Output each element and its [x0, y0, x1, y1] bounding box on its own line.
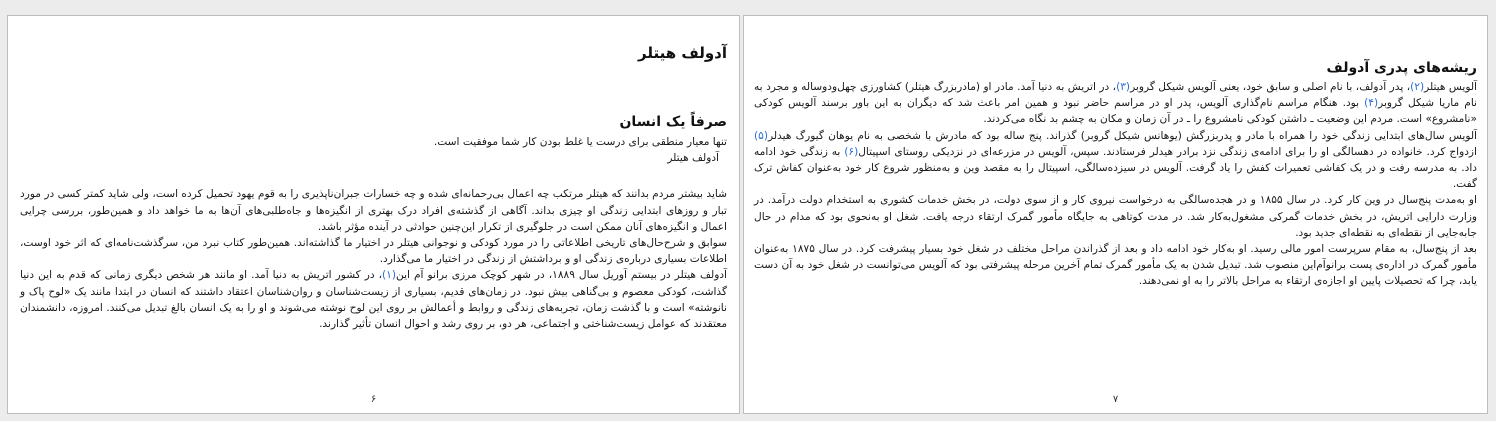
footnote-link[interactable]: (۶): [844, 145, 859, 158]
paragraph-text: آلویس سال‌های ابتدایی زندگی خود را همراه با مادر و پدربزرگش (یوهانس شیکل گروبر) گذراند. پنج ساله بود که مادرش با شخصی به نام یوهان گیورگ هیدلر: [767, 129, 1477, 142]
paragraph-text: به زندگی خود ادامه داد. به مدرسه رفت و در یک کفاشی تعمیرات کفش را یاد گرفت. آلویس در سیزده‌سالگی، اسپیتال را به مقصد وین و به‌منظور شروع کار خود به‌عنوان کفاش ترک گفت.: [754, 145, 1477, 191]
paragraph-text: آدولف هیتلر در بیستم آوریل سال ۱۸۸۹، در شهر کوچک مرزی برانو آم این: [396, 269, 727, 282]
footnote-link[interactable]: (۵): [754, 129, 768, 142]
footnote-link[interactable]: (۴): [1364, 97, 1379, 110]
paragraph-text: بود. هنگام مراسم نام‌گذاری آلویس، پدر او در مراسم حاضر نبود و همین امر باعث شد که دیگران به این باور برسند آلویس کودکی «نامشروع» است. مردم این وضعیت ـ داشتن کودکی نامشروع را ـ در آن زمان و مکان به چشم بد نگاه می‌کردند.: [754, 97, 1477, 126]
page-7-body: [754, 60, 1477, 290]
document-page-7: [743, 15, 1488, 414]
paragraph-text: ، پدر آدولف، با نام اصلی و سابق خود، یعنی آلویس شیکل گروبر: [1130, 81, 1411, 93]
chapter-title: آدولف هیتلر: [638, 44, 727, 62]
paragraph: [754, 128, 1477, 193]
page-number: ۷: [1112, 394, 1119, 405]
epigraph-quote: تنها معیار منطقی برای درست یا غلط بودن کار شما موفقیت است.: [433, 136, 727, 148]
paragraph: [20, 267, 727, 332]
section-title: صرفاً یک انسان: [619, 114, 727, 130]
paragraph-text: ، در اتریش به دنیا آمد. مادر او (مادربزرگ هیتلر) کشاورزی چهل‌ودوساله و مجرد به نام ماریا شیکل گروبر: [754, 81, 1477, 110]
footnote-link[interactable]: (۱): [382, 269, 397, 282]
document-page-6: [7, 15, 740, 414]
paragraph-text: ، در کشور اتریش به دنیا آمد. او مانند هر شخص دیگری زمانی که قدم به این دنیا گذاشت، کودکی معصوم و بی‌گناهی بیش نبود. در زمان‌های قدیم، بسیاری از زیست‌شناسان و روان‌شناسان اعتقاد داشتند که انسان در ابتدا مانند یک «لوح پاک و نانوشته» است و با گذشت زمان، تجربه‌های زندگی و روابط و أعمالش بر روی این لوح نوشته می‌شوند و او را به یک انسان بالغ تبدیل می‌کنند. امروزه، دانشمندان معتقدند که عوامل زیست‌شناختی و اجتماعی، هر دو، بر روی رشد و احوال انسان تأثیر گذارند.: [20, 269, 727, 331]
footnote-link[interactable]: (۲): [1410, 81, 1425, 93]
paragraph: او به‌مدت پنج‌سال در وین کار کرد. در سال ۱۸۵۵ و در هجده‌سالگی به درخواست نیروی کار و از سوی دولت، در بخش خدمات کشوری به استخدام دولت درآمد. در وزارت دارایی اتریش، در بخش خدمات گمرکی مشغول‌به‌کار شد. در مدت کوتاهی به جایگاه مأمور گمرک ارتقاء درجه یافت. شغل او به‌نحوی بود که مدام در حال جابه‌جایی از نقطه‌ای به نقطه‌ای جدید بود.: [754, 194, 1477, 239]
paragraph: شاید بیشتر مردم بدانند که هیتلر مرتکب چه اعمال بی‌رحمانه‌ای شده و چه خسارات جبران‌ناپذیری را به قوم یهود تحمیل کرده است، ولی شاید کمتر کسی در مورد تبار و روزهای ابتدایی زندگی او چیزی بداند. آگاهی از گذشته‌ی افراد درک بهتری از انگیزه‌ها و جاه‌طلبی‌های آن‌ها به ما خواهد داد و همین‌طور، بررسی چرایی اعمال و انگیزه‌های آنان ممکن است در جلوگیری از تکرار این‌چنین حوادثی در آینده مؤثر باشد.: [20, 188, 727, 233]
epigraph-author: آدولف هیتلر: [667, 152, 719, 165]
section-title: ریشه‌های پدری آدولف: [1326, 60, 1477, 76]
page-number: ۶: [370, 394, 377, 405]
paragraph: بعد از پنج‌سال، به مقام سرپرست امور مالی رسید. او به‌کار خود ادامه داد و بعد از گذراندن مراحل مختلف در شغل خود بسیار پیشرفت کرد. در سال ۱۸۷۵ به‌عنوان مأمور گمرک در اداره‌ی پست برانوآم‌این منصوب شد. تبدیل شدن به یک مأمور گمرک تمام آخرین مرحله پیشرفتی بود که آلویس می‌توانست در شغل خود به آن دست یابد، چرا که تحصیلات پایین او اجازه‌ی ارتقاء به مراحل بالاتر را به او نمی‌دهند.: [754, 243, 1477, 288]
paragraph-text: ازدواج کرد. خانواده در دهسالگی او را برای ادامه‌ی زندگی نزد برادر هیدلر فرستادند. سپس، آلویس در مزرعه‌ای در نزدیکی روستای اسپیتال: [858, 145, 1477, 158]
paragraph: سوابق و شرح‌حال‌های تاریخی اطلاعاتی را در مورد کودکی و نوجوانی هیتلر در اختیار ما گذاشته‌اند. همین‌طور کتاب نبرد من، سرگذشت‌نامه‌ای که اثر خود اوست، اطلاعات بسیاری درباره‌ی زندگی او و برداشتش از زندگی در اختیار ما می‌گذارد.: [20, 237, 727, 266]
paragraph: [754, 79, 1477, 128]
page-6-body: [20, 114, 727, 332]
paragraph-text: آلویس هیتلر: [1424, 81, 1478, 93]
footnote-link[interactable]: (۳): [1116, 81, 1131, 93]
